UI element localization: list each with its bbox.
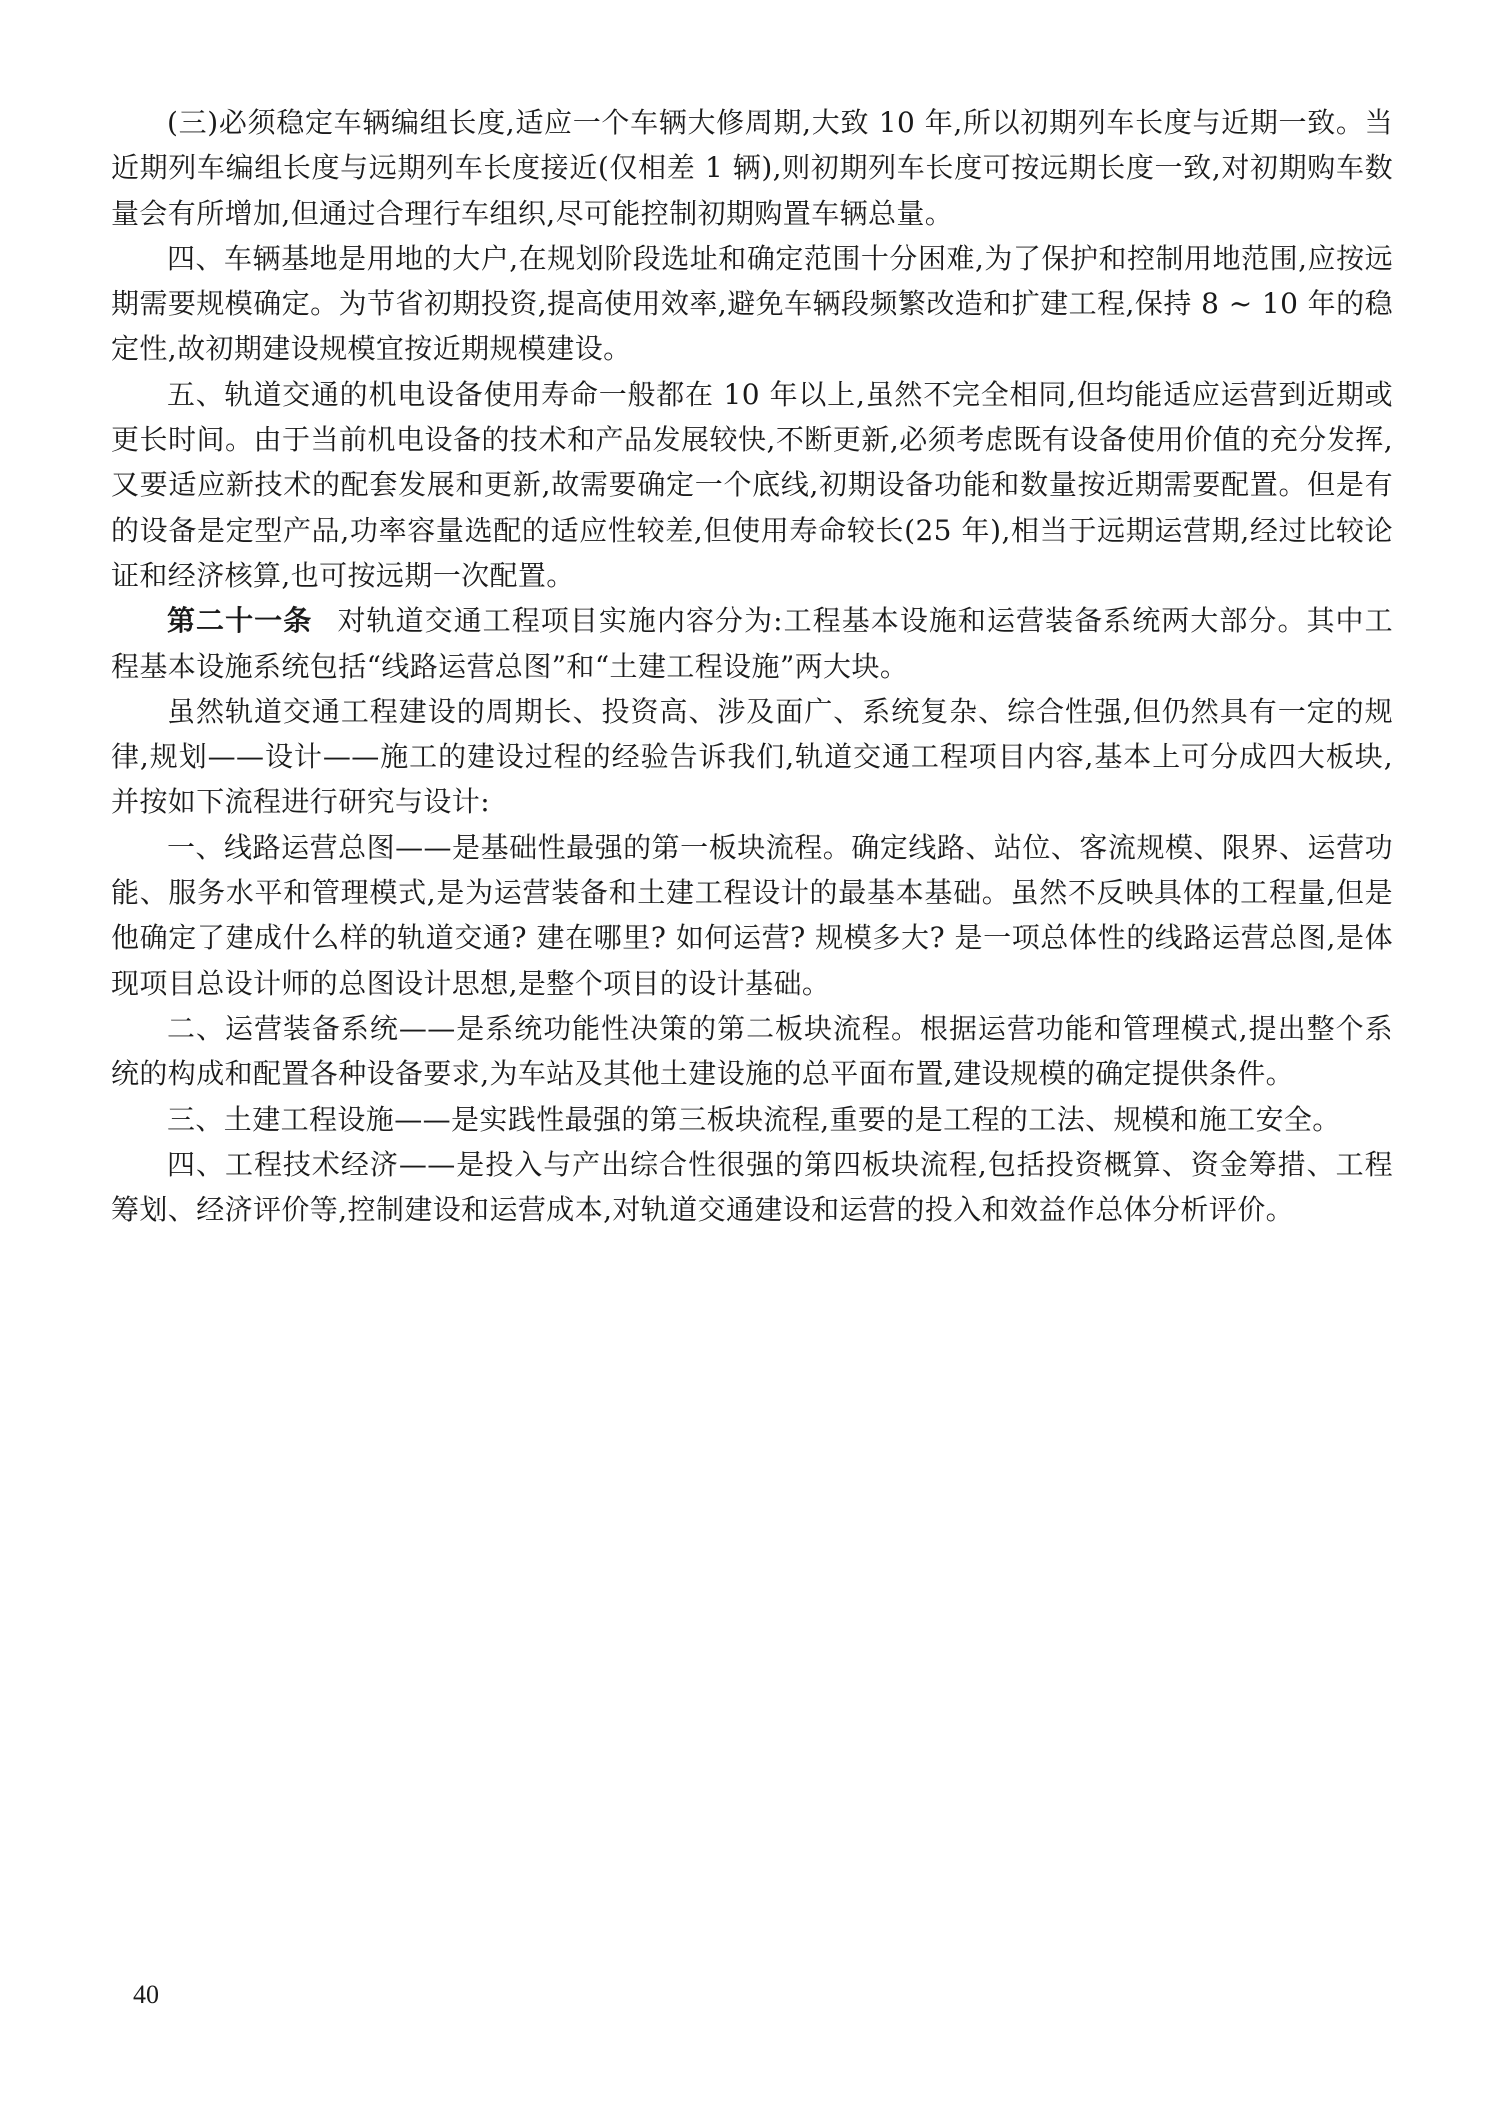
- paragraph-article-21: [111, 598, 1393, 689]
- paragraph-block-two: 二、运营装备系统——是系统功能性决策的第二板块流程。根据运营功能和管理模式,提出整个系统的构成和配置各种设备要求,为车站及其他土建设施的总平面布置,建设规模的确定提供条件。: [111, 1011, 1393, 1091]
- paragraph-equipment-lifespan: 五、轨道交通的机电设备使用寿命一般都在 10 年以上,虽然不完全相同,但均能适应运营到近期或更长时间。由于当前机电设备的技术和产品发展较快,不断更新,必须考虑既有设备使用价值的充分发挥,又要适应新技术的配套发展和更新,故需要确定一个底线,初期设备功能和数量按近期需要配置。但是有的设备是定型产品,功率容量选配的适应性较差,但使用寿命较长(25 年),相当于远期运营期,经过比较论证和经济核算,也可按远期一次配置。: [111, 377, 1393, 592]
- page-body: [111, 100, 1393, 1232]
- paragraph-block-one: 一、线路运营总图——是基础性最强的第一板块流程。确定线路、站位、客流规模、限界、运营功能、服务水平和管理模式,是为运营装备和土建工程设计的最基本基础。虽然不反映具体的工程量,但是他确定了建成什么样的轨道交通? 建在哪里? 如何运营? 规模多大? 是一项总体性的线路运营总图,是体现项目总设计师的总图设计思想,是整个项目的设计基础。: [111, 830, 1393, 1000]
- page-number: 40: [133, 1980, 159, 2009]
- paragraph-four-blocks-intro: 虽然轨道交通工程建设的周期长、投资高、涉及面广、系统复杂、综合性强,但仍然具有一定的规律,规划——设计——施工的建设过程的经验告诉我们,轨道交通工程项目内容,基本上可分成四大板块,并按如下流程进行研究与设计:: [111, 694, 1393, 819]
- paragraph-vehicle-formation: (三)必须稳定车辆编组长度,适应一个车辆大修周期,大致 10 年,所以初期列车长度与近期一致。当近期列车编组长度与远期列车长度接近(仅相差 1 辆),则初期列车长度可按远期长度一致,对初期购车数量会有所增加,但通过合理行车组织,尽可能控制初期购置车辆总量。: [111, 106, 1393, 230]
- article-label: 第二十一条: [167, 604, 313, 638]
- article-text: 对轨道交通工程项目实施内容分为:工程基本设施和运营装备系统两大部分。其中工程基本设施系统包括“线路运营总图”和“土建工程设施”两大块。: [111, 604, 1393, 683]
- paragraph-block-four: 四、工程技术经济——是投入与产出综合性很强的第四板块流程,包括投资概算、资金筹措、工程筹划、经济评价等,控制建设和运营成本,对轨道交通建设和运营的投入和效益作总体分析评价。: [111, 1147, 1393, 1227]
- paragraph-vehicle-base: 四、车辆基地是用地的大户,在规划阶段选址和确定范围十分困难,为了保护和控制用地范围,应按远期需要规模确定。为节省初期投资,提高使用效率,避免车辆段频繁改造和扩建工程,保持 8 ~ 10 年的稳定性,故初期建设规模宜按近期规模建设。: [111, 241, 1393, 366]
- paragraph-block-three: 三、土建工程设施——是实践性最强的第三板块流程,重要的是工程的工法、规模和施工安全。: [167, 1102, 1341, 1136]
